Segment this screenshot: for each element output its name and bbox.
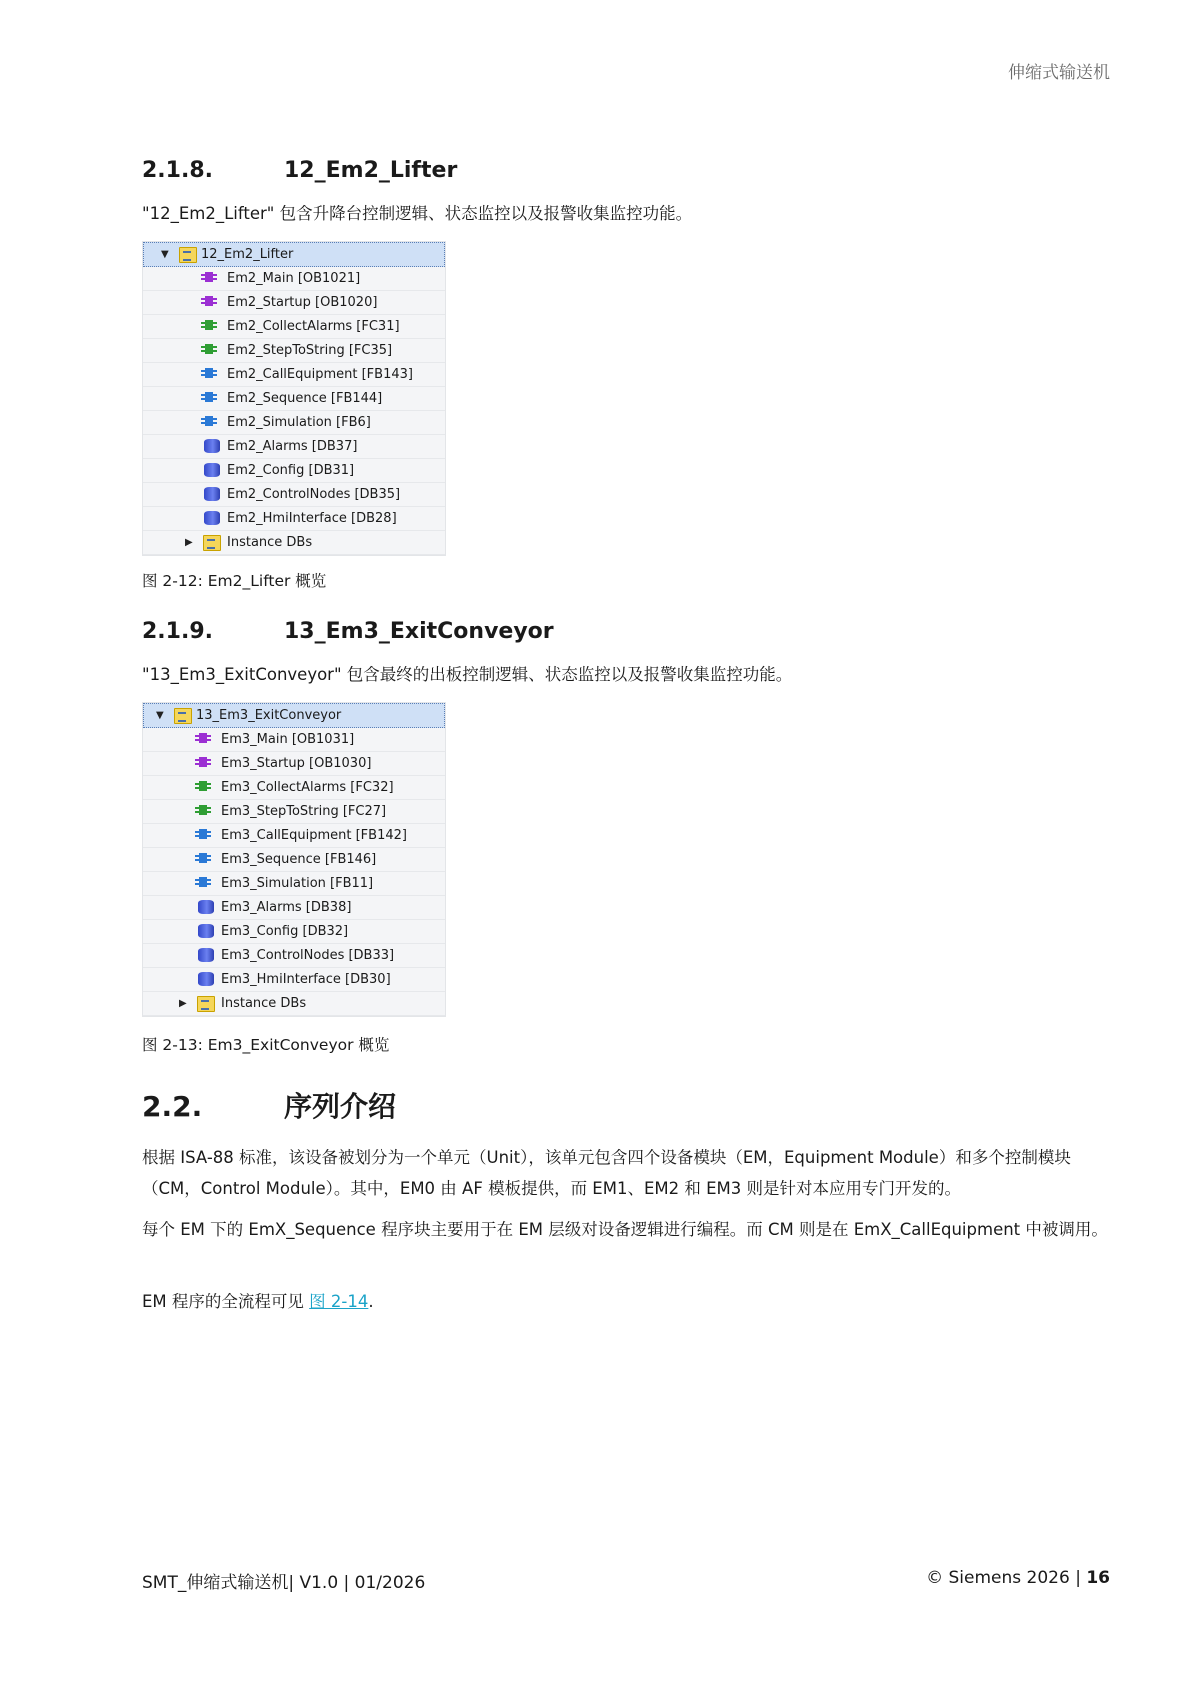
tree-root-label: 13_Em3_ExitConveyor xyxy=(196,708,342,723)
tree-root-node[interactable] xyxy=(143,703,445,728)
tree-item-label: Em2_CallEquipment [FB143] xyxy=(227,367,413,382)
paragraph-sequence: 每个 EM 下的 EmX_Sequence 程序块主要用于在 EM 层级对设备逻辑进行编程。而 CM 则是在 EmX_CallEquipment 中被调用。 xyxy=(142,1220,1108,1239)
section-description: "13_Em3_ExitConveyor" 包含最终的出板控制逻辑、状态监控以及报警收集监控功能。 xyxy=(142,665,793,684)
tree-item[interactable] xyxy=(143,459,445,483)
tree-item-instance-dbs[interactable] xyxy=(143,992,445,1016)
flow-ref-prefix: EM 程序的全流程可见 xyxy=(142,1292,310,1311)
tree-item-label: Em3_Alarms [DB38] xyxy=(221,900,352,915)
fb-block-icon xyxy=(195,852,211,866)
tree-item-label: Em2_Startup [OB1020] xyxy=(227,295,378,310)
folder-icon xyxy=(174,708,192,724)
section-heading-2-2 xyxy=(142,1085,396,1125)
database-icon xyxy=(198,924,214,938)
section-title: 13_Em3_ExitConveyor xyxy=(284,619,554,644)
tree-item[interactable] xyxy=(143,848,445,872)
folder-icon xyxy=(179,247,197,263)
tree-item-label: Em3_CallEquipment [FB142] xyxy=(221,828,407,843)
section-description: "12_Em2_Lifter" 包含升降台控制逻辑、状态监控以及报警收集监控功能。 xyxy=(142,204,693,223)
tree-item-label: Em3_HmiInterface [DB30] xyxy=(221,972,391,987)
fb-block-icon xyxy=(195,828,211,842)
tree-item-label: Em3_Sequence [FB146] xyxy=(221,852,377,867)
tree-item[interactable] xyxy=(143,920,445,944)
project-tree-em3-exitconveyor xyxy=(142,702,446,1017)
fb-block-icon xyxy=(201,391,217,405)
ob-block-icon xyxy=(195,756,211,770)
tree-item[interactable] xyxy=(143,291,445,315)
section-title: 序列介绍 xyxy=(284,1090,397,1123)
tree-item[interactable] xyxy=(143,267,445,291)
tree-item[interactable] xyxy=(143,483,445,507)
tree-item-label: Em2_Alarms [DB37] xyxy=(227,439,358,454)
database-icon xyxy=(204,511,220,525)
tree-item-label: Em3_CollectAlarms [FC32] xyxy=(221,780,394,795)
tree-item-label: Em3_ControlNodes [DB33] xyxy=(221,948,395,963)
tree-item-label: Em3_Startup [OB1030] xyxy=(221,756,372,771)
tree-item-label: Em3_StepToString [FC27] xyxy=(221,804,387,819)
folder-icon xyxy=(197,996,215,1012)
fc-block-icon xyxy=(195,780,211,794)
tree-item-instance-dbs[interactable] xyxy=(143,531,445,555)
tree-item-label: Em3_Config [DB32] xyxy=(221,924,349,939)
fc-block-icon xyxy=(201,343,217,357)
tree-item[interactable] xyxy=(143,944,445,968)
tree-item[interactable] xyxy=(143,435,445,459)
figure-caption-2-12: 图 2-12: Em2_Lifter 概览 xyxy=(142,572,327,590)
tree-item[interactable] xyxy=(143,507,445,531)
tree-item[interactable] xyxy=(143,387,445,411)
tree-root-node[interactable] xyxy=(143,242,445,267)
tree-item-label: Instance DBs xyxy=(221,996,307,1011)
fc-block-icon xyxy=(195,804,211,818)
page-header-title: 伸缩式输送机 xyxy=(1008,63,1110,83)
tree-item[interactable] xyxy=(143,752,445,776)
project-tree-em2-lifter xyxy=(142,241,446,556)
database-icon xyxy=(204,463,220,477)
footer-doc-info: SMT_伸缩式输送机| V1.0 | 01/2026 xyxy=(142,1573,426,1593)
database-icon xyxy=(204,439,220,453)
figure-caption-2-13: 图 2-13: Em3_ExitConveyor 概览 xyxy=(142,1036,390,1054)
tree-item[interactable] xyxy=(143,728,445,752)
tree-item-label: Em2_Sequence [FB144] xyxy=(227,391,383,406)
database-icon xyxy=(204,487,220,501)
tree-item[interactable] xyxy=(143,339,445,363)
tree-item[interactable] xyxy=(143,315,445,339)
footer-copyright xyxy=(926,1568,1110,1588)
collapse-arrow-icon[interactable]: ▶ xyxy=(185,537,193,548)
section-heading-2-1-8 xyxy=(142,158,457,183)
tree-item[interactable] xyxy=(143,363,445,387)
collapse-arrow-icon[interactable]: ▶ xyxy=(179,998,187,1009)
fb-block-icon xyxy=(201,367,217,381)
tree-item[interactable] xyxy=(143,824,445,848)
figure-link-2-14[interactable]: 图 2-14 xyxy=(309,1292,369,1311)
tree-item-label: Em2_HmiInterface [DB28] xyxy=(227,511,397,526)
fc-block-icon xyxy=(201,319,217,333)
expand-arrow-icon[interactable]: ▼ xyxy=(156,710,164,721)
section-number: 2.1.9. xyxy=(142,619,213,644)
tree-item-label: Instance DBs xyxy=(227,535,313,550)
fb-block-icon xyxy=(201,415,217,429)
section-number: 2.2. xyxy=(142,1090,203,1123)
expand-arrow-icon[interactable]: ▼ xyxy=(161,249,169,260)
tree-item[interactable] xyxy=(143,968,445,992)
tree-item[interactable] xyxy=(143,896,445,920)
paragraph-flow-reference xyxy=(142,1286,1117,1317)
tree-item-label: Em2_Simulation [FB6] xyxy=(227,415,371,430)
tree-item-label: Em2_StepToString [FC35] xyxy=(227,343,393,358)
database-icon xyxy=(198,972,214,986)
ob-block-icon xyxy=(201,271,217,285)
section-number: 2.1.8. xyxy=(142,158,213,183)
tree-item[interactable] xyxy=(143,872,445,896)
fb-block-icon xyxy=(195,876,211,890)
paragraph-isa88: 根据 ISA-88 标准，该设备被划分为一个单元（Unit），该单元包含四个设备模块（EM，Equipment Module）和多个控制模块（CM，Control Module）。其中，EM0 由 AF 模板提供，而 EM1、EM2 和 EM3 则是针对本应用专门开发的。 xyxy=(142,1148,1071,1198)
flow-ref-suffix: . xyxy=(368,1292,374,1311)
tree-item-label: Em2_Config [DB31] xyxy=(227,463,355,478)
tree-item-label: Em3_Simulation [FB11] xyxy=(221,876,374,891)
database-icon xyxy=(198,948,214,962)
folder-icon xyxy=(203,535,221,551)
tree-item[interactable] xyxy=(143,776,445,800)
ob-block-icon xyxy=(195,732,211,746)
tree-item[interactable] xyxy=(143,800,445,824)
tree-item[interactable] xyxy=(143,411,445,435)
section-heading-2-1-9 xyxy=(142,619,554,644)
tree-root-label: 12_Em2_Lifter xyxy=(201,247,294,262)
ob-block-icon xyxy=(201,295,217,309)
tree-item-label: Em2_CollectAlarms [FC31] xyxy=(227,319,400,334)
page-number: 16 xyxy=(1086,1568,1110,1588)
copyright-text: © Siemens 2026 | xyxy=(926,1568,1087,1588)
tree-item-label: Em3_Main [OB1031] xyxy=(221,732,355,747)
tree-item-label: Em2_Main [OB1021] xyxy=(227,271,361,286)
section-title: 12_Em2_Lifter xyxy=(284,158,458,183)
database-icon xyxy=(198,900,214,914)
tree-item-label: Em2_ControlNodes [DB35] xyxy=(227,487,401,502)
